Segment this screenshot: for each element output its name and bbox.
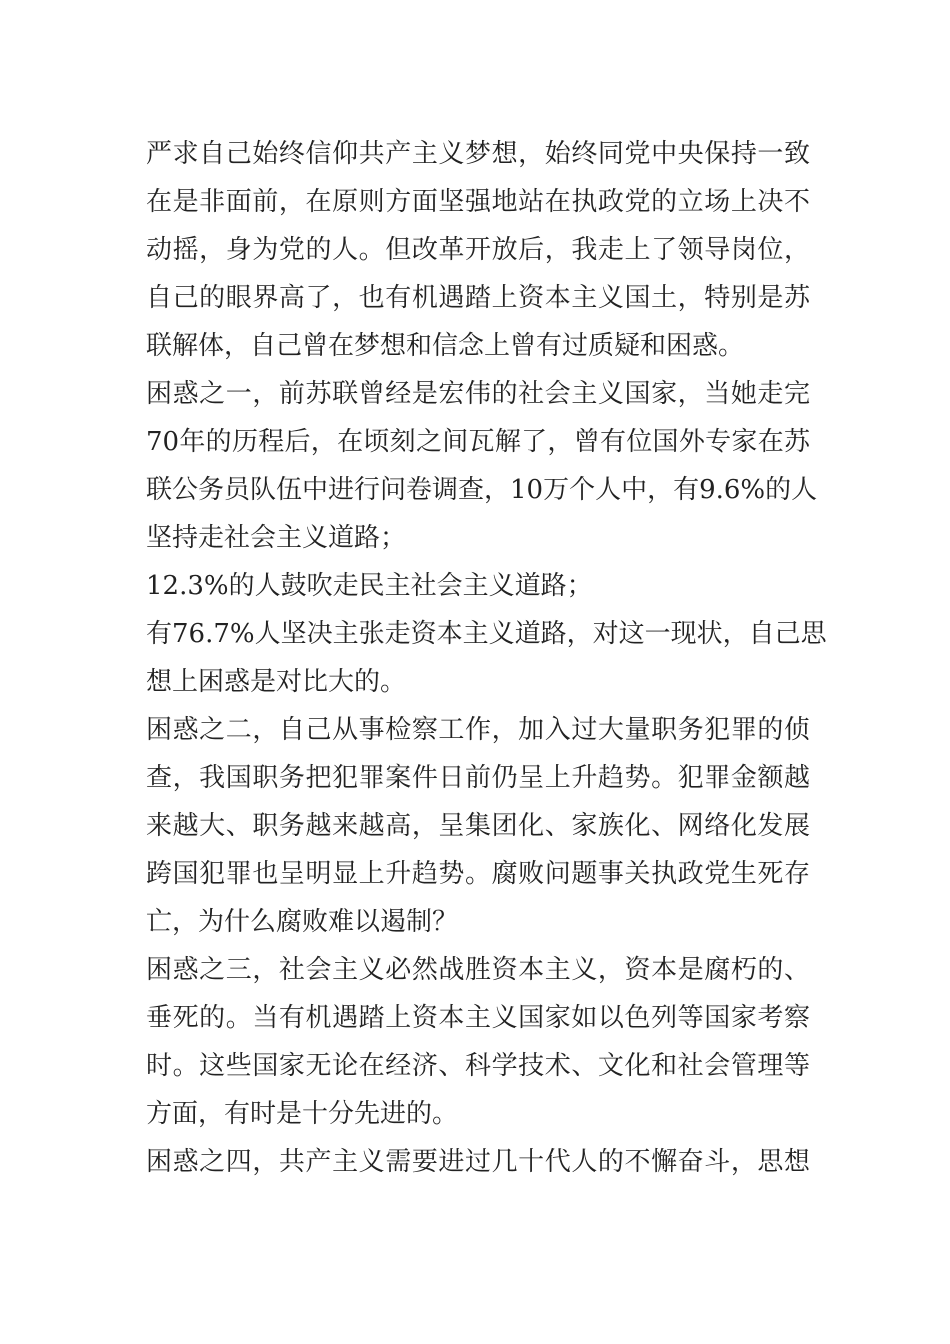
text-line: 坚持走社会主义道路；: [146, 523, 407, 553]
paragraph: [146, 562, 810, 610]
text-line: 方面，有时是十分先进的。: [146, 1099, 459, 1129]
text-line: 来越大、职务越来越高，呈集团化、家族化、网络化发展: [146, 811, 810, 841]
text-line: 垂死的。当有机遇踏上资本主义国家如以色列等国家考察: [146, 1003, 810, 1033]
text-line: 查，我国职务把犯罪案件日前仍呈上升趋势。犯罪金额越: [146, 763, 810, 793]
text-line: 有76.7%人坚决主张走资本主义道路，对这一现状，自己思: [146, 619, 827, 649]
text-line: 困惑之一，前苏联曾经是宏伟的社会主义国家，当她走完: [146, 379, 810, 409]
text-line: 自己的眼界高了，也有机遇踏上资本主义国土，特别是苏: [146, 283, 810, 313]
text-line: 困惑之四，共产主义需要进过几十代人的不懈奋斗，思想: [146, 1147, 810, 1177]
text-line: 联公务员队伍中进行问卷调查，10万个人中，有9.6%的人: [146, 475, 818, 505]
paragraph: [146, 370, 818, 562]
text-line: 跨国犯罪也呈明显上升趋势。腐败问题事关执政党生死存: [146, 859, 810, 889]
paragraph: [146, 706, 810, 946]
text-line: 动摇，身为党的人。但改革开放后，我走上了领导岗位，: [146, 235, 810, 265]
paragraph: [146, 1138, 810, 1186]
document-body: [146, 130, 827, 1186]
text-line: 在是非面前，在原则方面坚强地站在执政党的立场上决不: [146, 187, 810, 217]
text-line: 12.3%的人鼓吹走民主社会主义道路；: [146, 571, 593, 601]
text-line: 困惑之三，社会主义必然战胜资本主义，资本是腐朽的、: [146, 955, 810, 985]
text-line: 严求自己始终信仰共产主义梦想，始终同党中央保持一致: [146, 139, 810, 169]
text-line: 困惑之二，自己从事检察工作，加入过大量职务犯罪的侦: [146, 715, 810, 745]
paragraph: [146, 946, 810, 1138]
text-line: 亡，为什么腐败难以遏制？: [146, 907, 459, 937]
paragraph: [146, 130, 810, 370]
text-line: 70年的历程后，在顷刻之间瓦解了，曾有位国外专家在苏: [146, 427, 810, 457]
text-line: 时。这些国家无论在经济、科学技术、文化和社会管理等: [146, 1051, 810, 1081]
paragraph: [146, 610, 827, 706]
text-line: 联解体，自己曾在梦想和信念上曾有过质疑和困惑。: [146, 331, 745, 361]
text-line: 想上困惑是对比大的。: [146, 667, 407, 697]
